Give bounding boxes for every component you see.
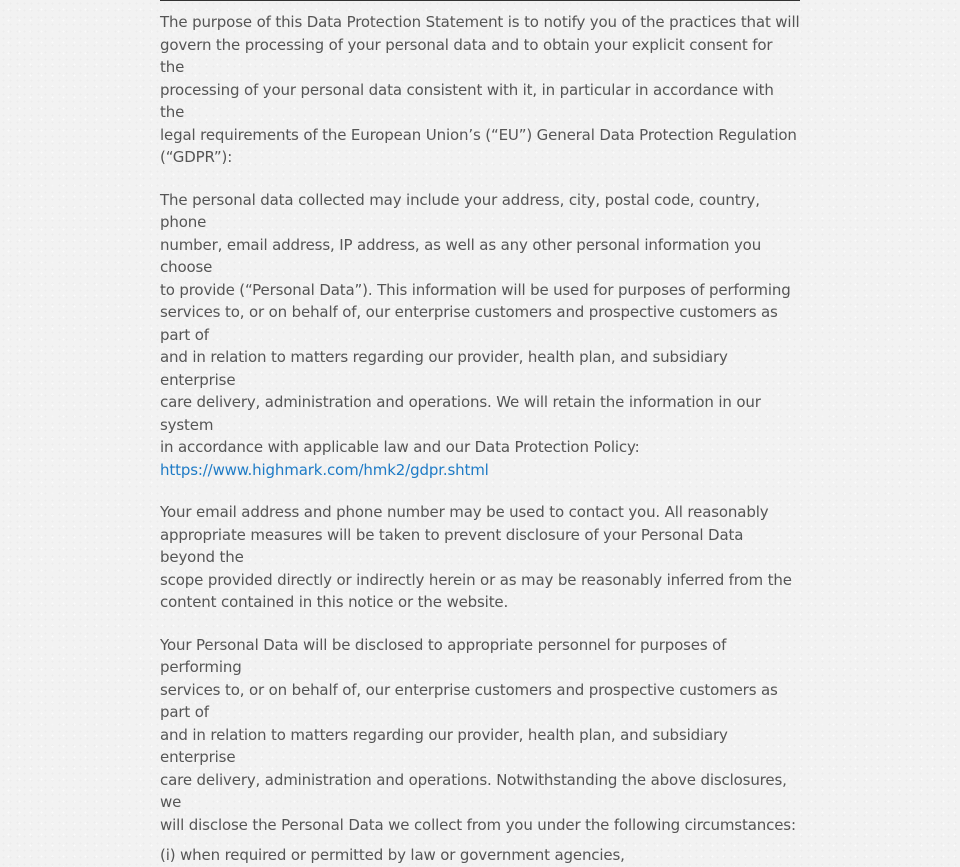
- contact-paragraph: Your email address and phone number may be used to contact you. All reasonably appropriate measures will be taken to prevent disclosure of your Personal Data beyond the scope provided directly or indirectly herein or as may be reasonably inferred from the content contained in this notice or the website.: [160, 503, 792, 611]
- data-protection-statement: [160, 0, 800, 867]
- top-divider: [160, 0, 800, 1]
- collection-paragraph: The personal data collected may include your address, city, postal code, country, phone number, email address, IP address, as well as any other personal information you choose to provide (“Personal Data”). This information will be used for purposes of performing services to, or on behalf of, our enterprise customers and prospective customers as part of and in relation to matters regarding our provider, health plan, and subsidiary enterprise care delivery, administration and operations. We will retain the information in our system in accordance with applicable law and our Data Protection Policy:: [160, 190, 791, 456]
- purpose-paragraph: The purpose of this Data Protection Statement is to notify you of the practices that will govern the processing of your personal data and to obtain your explicit consent for the processing of your personal data consistent with it, in particular in accordance with the legal requirements of the European Union’s (“EU”) General Data Protection Regulation (“GDPR”):: [160, 13, 800, 166]
- circumstance-item-1: (i) when required or permitted by law or government agencies,: [160, 846, 625, 864]
- disclosure-paragraph: Your Personal Data will be disclosed to appropriate personnel for purposes of performing services to, or on behalf of, our enterprise customers and prospective customers as part of and in relation to matters regarding our provider, health plan, and subsidiary enterprise care delivery, administration and operations. Notwithstanding the above disclosures, we will disclose the Personal Data we collect from you under the following circumstances:: [160, 635, 796, 834]
- gdpr-policy-link[interactable]: https://www.highmark.com/hmk2/gdpr.shtml: [160, 460, 489, 479]
